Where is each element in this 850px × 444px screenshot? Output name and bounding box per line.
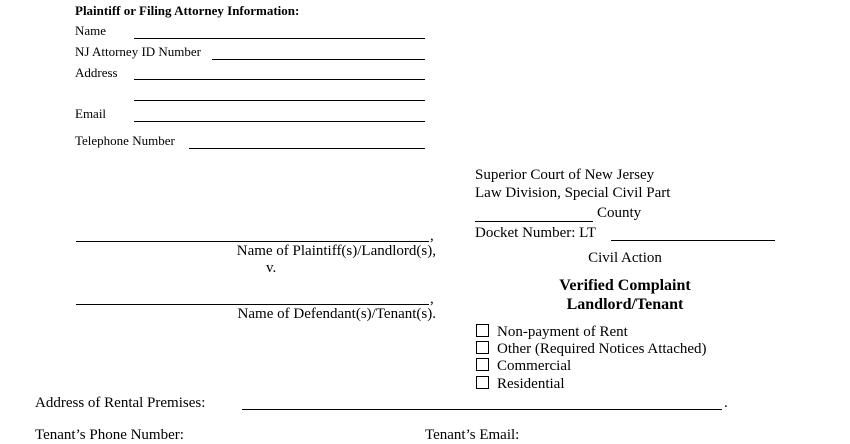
county-label: County <box>597 205 642 221</box>
telephone-field[interactable] <box>189 148 425 149</box>
address-field-line2[interactable] <box>134 100 425 101</box>
name-field[interactable] <box>134 38 425 39</box>
docket-number-field[interactable] <box>611 240 775 241</box>
commercial-label: Commercial <box>497 358 572 374</box>
commercial-checkbox[interactable] <box>476 358 489 371</box>
residential-label: Residential <box>497 376 565 392</box>
address-label: Address <box>75 65 118 80</box>
court-division: Law Division, Special Civil Part <box>475 185 671 201</box>
nonpayment-checkbox[interactable] <box>476 324 489 337</box>
other-notices-label: Other (Required Notices Attached) <box>497 341 707 357</box>
rental-address-label: Address of Rental Premises: <box>35 395 206 411</box>
checkbox-row-other <box>476 341 707 358</box>
complaint-title-line1: Verified Complaint <box>559 277 691 294</box>
rental-address-period: . <box>724 395 728 411</box>
residential-checkbox[interactable] <box>476 376 489 389</box>
email-field[interactable] <box>134 121 425 122</box>
nonpayment-label: Non-payment of Rent <box>497 324 628 340</box>
tenant-phone-label: Tenant’s Phone Number: <box>35 427 184 443</box>
other-notices-checkbox[interactable] <box>476 341 489 354</box>
complaint-title-line2: Landlord/Tenant <box>566 296 684 313</box>
defendant-comma: , <box>430 291 434 307</box>
checkbox-row-nonpayment <box>476 324 628 341</box>
address-field-line1[interactable] <box>134 79 425 80</box>
attorney-info-heading: Plaintiff or Filing Attorney Information: <box>75 3 300 18</box>
checkbox-row-commercial <box>476 358 571 375</box>
name-label: Name <box>75 23 107 38</box>
checkbox-row-residential <box>476 376 565 393</box>
versus-label: v. <box>266 260 277 276</box>
defendant-label: Name of Defendant(s)/Tenant(s). <box>237 306 436 322</box>
email-label: Email <box>75 106 107 121</box>
plaintiff-comma: , <box>430 228 434 244</box>
plaintiff-name-field[interactable] <box>76 241 429 242</box>
telephone-label: Telephone Number <box>75 133 175 148</box>
tenant-email-label: Tenant’s Email: <box>425 427 520 443</box>
court-name: Superior Court of New Jersey <box>475 167 655 183</box>
docket-number-label: Docket Number: LT <box>475 225 597 241</box>
county-field[interactable] <box>475 221 593 222</box>
plaintiff-label: Name of Plaintiff(s)/Landlord(s), <box>236 243 436 259</box>
defendant-name-field[interactable] <box>76 304 429 305</box>
rental-address-field[interactable] <box>242 409 722 410</box>
nj-attorney-id-label: NJ Attorney ID Number <box>75 44 202 59</box>
civil-action-label: Civil Action <box>588 250 662 266</box>
nj-attorney-id-field[interactable] <box>212 59 425 60</box>
